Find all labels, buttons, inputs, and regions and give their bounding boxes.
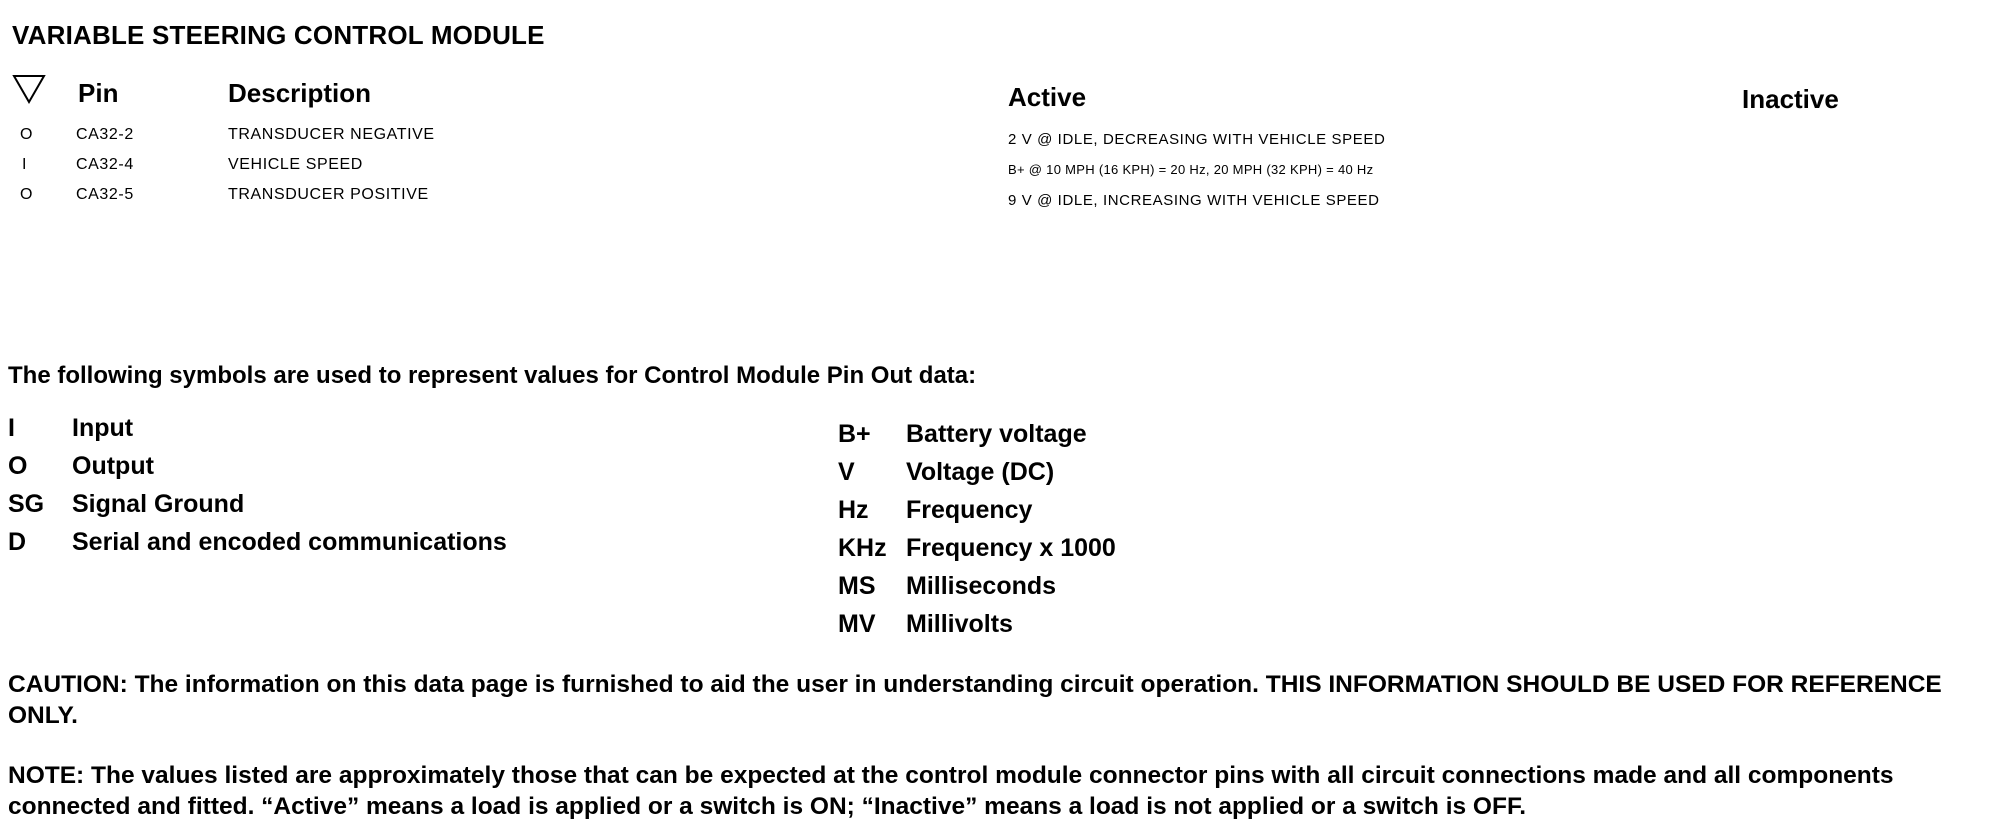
- legend-symbol: SG: [8, 490, 45, 518]
- note-text: NOTE: The values listed are approximately those that can be expected at the control module connector pins with all circuit connections made and all components connected and fitted. “Active” means a load is applied or a switch is ON; “Inactive” means a load is not applied or a switch is OFF.: [8, 762, 1894, 820]
- row-1-pin: CA32-2: [76, 126, 134, 143]
- row-3-pin: CA32-5: [76, 186, 134, 203]
- legend-meaning: Output: [72, 452, 154, 480]
- legend-meaning: Battery voltage: [906, 420, 1087, 448]
- legend-symbol: D: [8, 528, 27, 556]
- header-pin: Pin: [78, 78, 119, 108]
- row-2-pin: CA32-4: [76, 156, 134, 173]
- legend-symbol: Hz: [838, 496, 869, 524]
- row-2-io: I: [22, 156, 28, 173]
- legend-symbol: MS: [838, 572, 876, 600]
- header-description: Description: [228, 78, 372, 108]
- legend-symbol: I: [8, 414, 15, 442]
- triangle-down-icon: [12, 74, 46, 104]
- row-1-io: O: [20, 126, 34, 143]
- header-active: Active: [1008, 82, 1087, 112]
- row-2-active: B+ @ 10 MPH (16 KPH) = 20 Hz, 20 MPH (32 KPH) = 40 Hz: [1008, 162, 1374, 177]
- header-inactive: Inactive: [1742, 84, 1839, 114]
- row-3-io: O: [20, 186, 34, 203]
- row-1-description: TRANSDUCER NEGATIVE: [228, 126, 435, 143]
- legend-meaning: Milliseconds: [906, 572, 1057, 600]
- legend-meaning: Voltage (DC): [906, 458, 1055, 486]
- legend-symbol: O: [8, 452, 28, 480]
- legend-symbol: B+: [838, 420, 871, 448]
- legend-symbol: MV: [838, 610, 876, 638]
- caution-text: CAUTION: The information on this data page is furnished to aid the user in understanding circuit operation. THIS INFORMATION SHOULD BE USED FOR REFERENCE ONLY.: [8, 671, 1942, 729]
- page-title: VARIABLE STEERING CONTROL MODULE: [12, 20, 545, 50]
- legend-symbol: KHz: [838, 534, 887, 562]
- row-2-description: VEHICLE SPEED: [228, 156, 363, 173]
- legend-meaning: Input: [72, 414, 134, 442]
- legend-meaning: Signal Ground: [72, 490, 245, 518]
- legend-meaning: Serial and encoded communications: [72, 528, 507, 556]
- legend-meaning: Millivolts: [906, 610, 1013, 638]
- legend-meaning: Frequency x 1000: [906, 534, 1116, 562]
- row-3-active: 9 V @ IDLE, INCREASING WITH VEHICLE SPEED: [1008, 192, 1380, 209]
- row-1-active: 2 V @ IDLE, DECREASING WITH VEHICLE SPEED: [1008, 131, 1386, 148]
- legend-intro: The following symbols are used to represent values for Control Module Pin Out data:: [8, 362, 977, 389]
- legend-symbol: V: [838, 458, 855, 486]
- legend-meaning: Frequency: [906, 496, 1033, 524]
- row-3-description: TRANSDUCER POSITIVE: [228, 186, 429, 203]
